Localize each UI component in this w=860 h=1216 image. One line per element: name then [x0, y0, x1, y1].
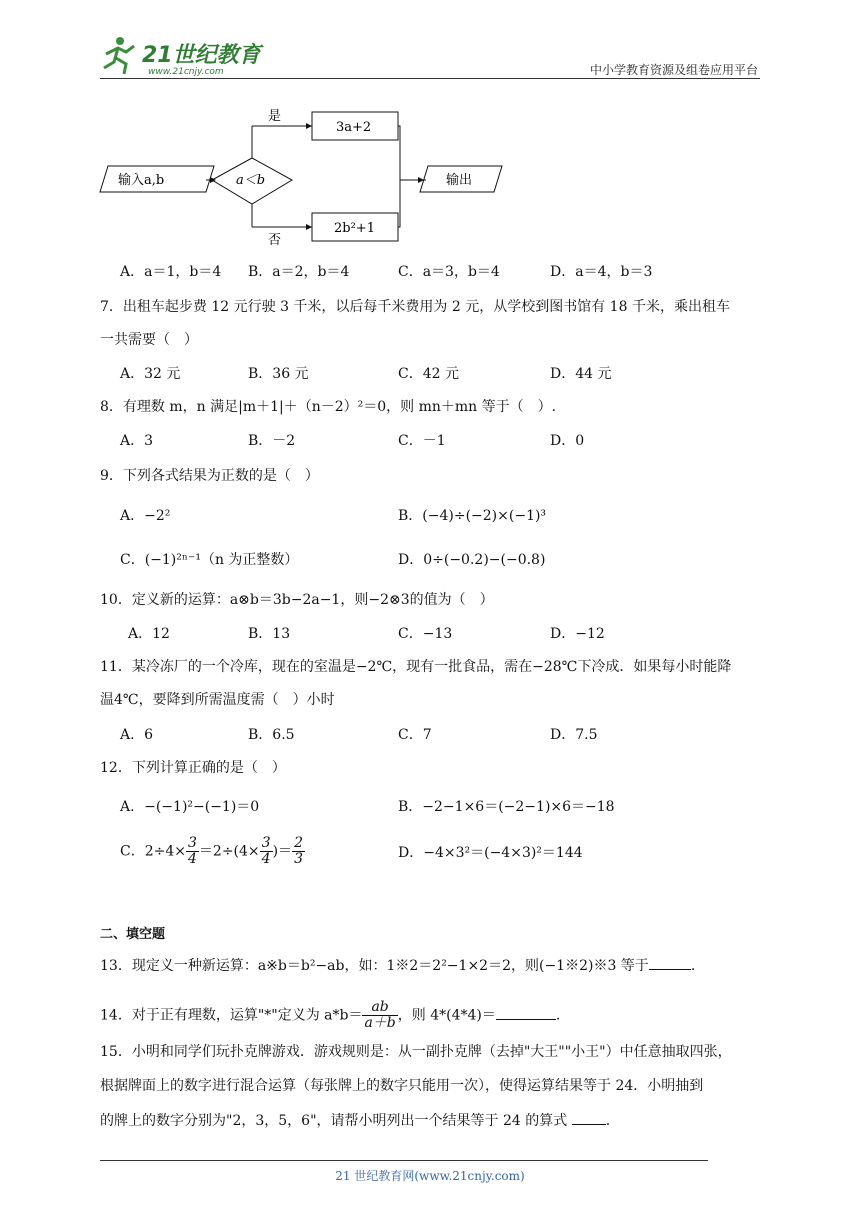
- q8-stem: 8．有理数 m，n 满足|m＋1|＋（n－2）²＝0，则 mn＋mn 等于（ ）.: [100, 399, 557, 415]
- answer-blank: [496, 1005, 556, 1020]
- q7-option-a: A．32 元: [120, 366, 181, 382]
- q7-stem-line1: 7．出租车起步费 12 元行驶 3 千米，以后每千米费用为 2 元，从学校到图书馆有 18 千米，乘出租车: [100, 299, 730, 315]
- no-label: 否: [268, 233, 282, 248]
- q9-option-c: C．(−1)²ⁿ⁻¹（n 为正整数）: [120, 552, 299, 568]
- q7-option-b: B．36 元: [248, 366, 309, 382]
- answer-blank: [649, 955, 691, 970]
- q6-option-c: C．a＝3，b＝4: [398, 264, 500, 280]
- q12-option-c: C．2÷4× $\frac{3}{4}$ ＝2÷(4× $\frac{3}{4}$ )＝ $\frac{2}{3}$: [120, 835, 303, 867]
- q8-option-d: D．0: [550, 433, 585, 449]
- logo-url: www.21cnjy.com: [148, 67, 224, 77]
- runner-icon: [104, 37, 134, 74]
- q15-line1: 15．小明和同学们玩扑克牌游戏．游戏规则是：从一副扑克牌（去掉"大王""小王"）中任意抽取四张，: [100, 1044, 732, 1060]
- answer-blank: [572, 1110, 606, 1125]
- q12-stem: 12．下列计算正确的是（ ）: [100, 760, 286, 776]
- q10-option-c: C．−13: [398, 626, 453, 642]
- site-logo: [96, 34, 266, 80]
- footer-link[interactable]: 21 世纪教育网(www.21cnjy.com): [335, 1169, 525, 1183]
- condition-label: a＜b: [236, 173, 266, 188]
- q11-option-a: A．6: [120, 727, 154, 743]
- q15-line3: 的牌上的数字分别为"2，3，5，6"，请帮小明列出一个结果等于 24 的算式 .: [100, 1110, 610, 1131]
- flowchart: [96, 100, 516, 250]
- q11-option-d: D．7.5: [550, 727, 598, 743]
- q11-stem-line1: 11．某冷冻厂的一个冷库，现在的室温是−2℃，现有一批食品，需在−28℃下冷成．如果每小时能降: [100, 659, 732, 675]
- input-label: 输入a,b: [118, 173, 165, 188]
- q15-line2: 根据牌面上的数字进行混合运算（每张牌上的数字只能用一次），使得运算结果等于 24．小明抽到: [100, 1078, 704, 1094]
- fraction: $\frac{2}{3}$: [294, 835, 303, 867]
- q12-option-d: D．−4×3²＝(−4×3)²＝144: [398, 845, 583, 861]
- fraction: $\frac{3}{4}$: [188, 835, 197, 867]
- logo-text: 21世纪教育: [142, 43, 261, 68]
- q9-option-a: A．−2²: [120, 508, 171, 524]
- q7-stem-line2: 一共需要（ ）: [100, 332, 198, 348]
- q10-option-b: B．13: [248, 626, 291, 642]
- q12-option-b: B．−2−1×6＝(−2−1)×6＝−18: [398, 799, 615, 815]
- q8-option-a: A．3: [120, 433, 154, 449]
- q11-option-b: B．6.5: [248, 727, 295, 743]
- q8-option-b: B．－2: [248, 433, 296, 449]
- fraction: $\frac{ab}{a+b}$: [364, 999, 396, 1031]
- q10-option-d: D．−12: [550, 626, 605, 642]
- q14: 14．对于正有理数，运算"*"定义为 a*b＝ $\frac{ab}{a+b}$ ，则 4*(4*4)＝ .: [100, 999, 561, 1031]
- fraction: $\frac{3}{4}$: [261, 835, 271, 867]
- section-title: 二、填空题: [100, 927, 166, 942]
- q8-option-c: C．－1: [398, 433, 446, 449]
- q13: 13．现定义一种新运算：a※b＝b²−ab，如：1※2＝2²−1×2＝2，则(−1※2)※3 等于 .: [100, 955, 695, 976]
- q9-option-d: D．0÷(−0.2)−(−0.8): [398, 552, 546, 568]
- platform-name: 中小学教育资源及组卷应用平台: [589, 63, 758, 77]
- q6-option-b: B．a＝2，b＝4: [248, 264, 350, 280]
- q9-option-b: B．(−4)÷(−2)×(−1)³: [398, 508, 547, 524]
- q7-option-c: C．42 元: [398, 366, 459, 382]
- header-divider: [100, 78, 760, 79]
- bottom-box-label: 2b²+1: [334, 221, 375, 236]
- footer-divider: [100, 1160, 708, 1161]
- q12-option-a: A．−(−1)²−(−1)＝0: [120, 799, 260, 815]
- q9-stem: 9．下列各式结果为正数的是（ ）: [100, 468, 319, 484]
- q10-stem: 10．定义新的运算：a⊗b＝3b−2a−1，则−2⊗3的值为（ ）: [100, 592, 494, 608]
- top-box-label: 3a+2: [336, 120, 372, 135]
- q6-option-a: A．a＝1，b＝4: [120, 264, 222, 280]
- q11-stem-line2: 温4℃，要降到所需温度需（ ）小时: [100, 692, 335, 708]
- q7-option-d: D．44 元: [550, 366, 612, 382]
- yes-label: 是: [268, 109, 282, 124]
- q11-option-c: C．7: [398, 727, 432, 743]
- q10-option-a: A．12: [128, 626, 170, 642]
- q6-option-d: D．a＝4，b＝3: [550, 264, 653, 280]
- output-label: 输出: [446, 173, 473, 188]
